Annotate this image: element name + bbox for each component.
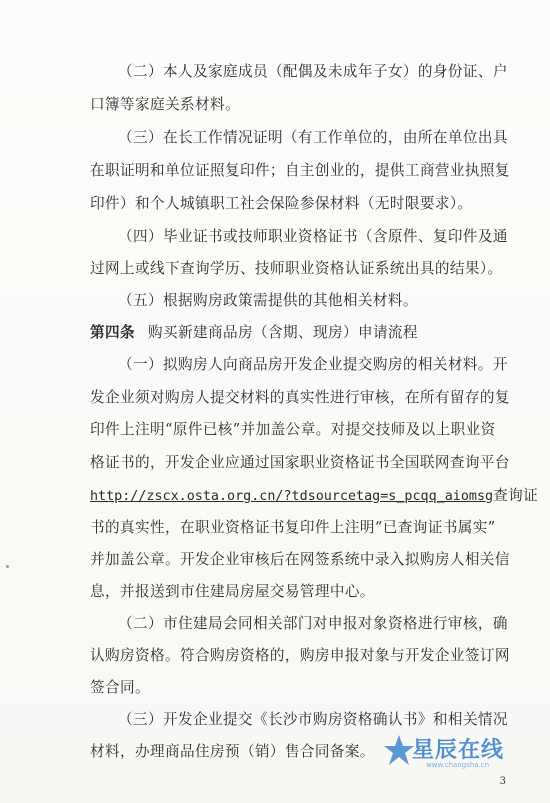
text-line: 息，并报送到市住建局房屋交易管理中心。 — [90, 583, 375, 600]
text-line: 签合同。 — [90, 679, 150, 696]
article-title: 购买新建商品房（含期、现房）申请流程 — [148, 324, 418, 341]
verification-link[interactable]: http://zscx.osta.org.cn/?tdsourcetag=s_pcqq_aiomsg — [90, 489, 494, 504]
scan-mark — [6, 565, 9, 568]
text-line: （四）毕业证书或技师职业资格证书（含原件、复印件及通 — [118, 228, 508, 245]
text-line: 并加盖公章。开发企业审核后在网签系统中录入拟购房人相关信 — [90, 551, 510, 568]
url-line — [90, 486, 540, 507]
watermark-site: www.changsha.cn — [426, 761, 490, 769]
article-label: 第四条 — [90, 324, 135, 341]
url-suffix: 查询证 — [493, 487, 539, 504]
text-line: （五）根据购房政策需提供的其他相关材料。 — [118, 292, 418, 309]
text-line: 发企业须对购房人提交材料的真实性进行审核，在所有留存的复 — [90, 389, 510, 406]
text-line: 认购房资格。符合购房资格的，购房申报对象与开发企业签订网 — [90, 647, 510, 664]
text-line: 材料，办理商品住房预（销）售合同备案。 — [90, 743, 375, 760]
watermark-brand: 星辰在线 — [412, 738, 505, 763]
text-line: 格证书的，开发企业应通过国家职业资格证书全国联网查询平台 — [90, 454, 510, 471]
text-line: （二）市住建局会同相关部门对申报对象资格进行审核，确 — [118, 615, 508, 632]
text-line: 过网上或线下查询学历、技师职业资格认证系统出具的结果）。 — [90, 260, 503, 277]
text-line: （三）开发企业提交《长沙市购房资格确认书》和相关情况 — [118, 711, 508, 728]
text-line: 在职证明和单位证照复印件；自主创业的，提供工商营业执照复 — [90, 162, 510, 179]
page-number: 3 — [499, 776, 506, 787]
text-line: 印件上注明“原件已核”并加盖公章。对提交技师及以上职业资 — [90, 421, 496, 438]
text-line: （二）本人及家庭成员（配偶及未成年子女）的身份证、户 — [118, 63, 508, 80]
watermark-logo — [382, 729, 532, 777]
article-heading — [90, 323, 540, 343]
star-icon — [382, 731, 416, 771]
text-line: 印件）和个人城镇职工社会保险参保材料（无时限要求）。 — [90, 195, 473, 212]
text-line: 口簿等家庭关系材料。 — [90, 96, 240, 113]
text-line: （三）在长工作情况证明（有工作单位的，由所在单位出具 — [118, 129, 508, 146]
text-line: （一）拟购房人向商品房开发企业提交购房的相关材料。开 — [118, 356, 508, 373]
text-line: 书的真实性，在职业资格证书复印件上注明“已查询证书属实” — [90, 519, 496, 536]
